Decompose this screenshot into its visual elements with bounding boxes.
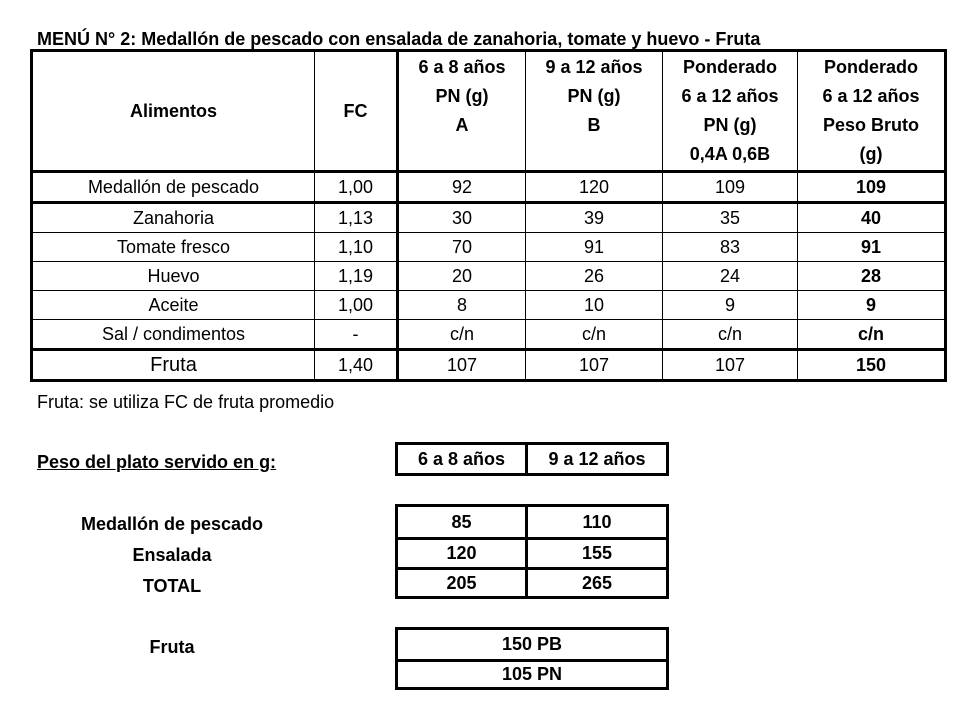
food-name: Zanahoria: [32, 203, 315, 233]
pn-a: 107: [398, 350, 526, 381]
header-6-8: 6 a 8 años PN (g) A: [398, 51, 526, 172]
fc-value: 1,40: [315, 350, 398, 381]
gross-weight: c/n: [798, 320, 946, 350]
served-label-medallon: Medallón de pescado: [80, 514, 264, 534]
gross-weight: 150: [798, 350, 946, 381]
served-col-9-12: 9 a 12 años: [548, 448, 646, 469]
served-b: 265: [581, 572, 613, 593]
table-row: [32, 320, 946, 350]
fc-value: -: [315, 320, 398, 350]
served-header-box: [395, 442, 669, 476]
served-a: 205: [398, 570, 528, 596]
pn-weighted: 83: [663, 233, 798, 262]
pn-weighted: 24: [663, 262, 798, 291]
table-header-row: [32, 51, 946, 172]
pn-weighted: 35: [663, 203, 798, 233]
food-name: Aceite: [32, 291, 315, 320]
table-row: [32, 203, 946, 233]
gross-weight: 28: [798, 262, 946, 291]
header-9-12: 9 a 12 años PN (g) B: [526, 51, 663, 172]
header-alimentos: Alimentos: [32, 51, 315, 172]
served-label-total: TOTAL: [142, 576, 202, 596]
table-row: [32, 172, 946, 203]
served-a: 85: [398, 507, 528, 537]
header-fc: FC: [315, 51, 398, 172]
served-a: 120: [398, 540, 528, 567]
served-b: 155: [581, 543, 613, 563]
ingredients-table: [30, 49, 947, 382]
food-name: Tomate fresco: [32, 233, 315, 262]
table-row: [32, 233, 946, 262]
footnote: Fruta: se utiliza FC de fruta promedio: [37, 392, 335, 412]
fc-value: 1,13: [315, 203, 398, 233]
pn-weighted: 109: [663, 172, 798, 203]
pn-a: 92: [398, 172, 526, 203]
header-ponderado-pb: Ponderado 6 a 12 años Peso Bruto (g): [798, 51, 946, 172]
table-row: [32, 262, 946, 291]
pn-b: 91: [526, 233, 663, 262]
menu-title: MENÚ N° 2: Medallón de pescado con ensalada de zanahoria, tomate y huevo - Fruta: [37, 29, 761, 49]
pn-b: 120: [526, 172, 663, 203]
served-col-6-8: 6 a 8 años: [398, 445, 528, 473]
pn-a: 70: [398, 233, 526, 262]
pn-a: 20: [398, 262, 526, 291]
fruit-box: [395, 627, 669, 690]
food-name: Medallón de pescado: [32, 172, 315, 203]
fc-value: 1,00: [315, 172, 398, 203]
served-b: 110: [582, 511, 612, 532]
table-row: [32, 291, 946, 320]
pn-weighted: 9: [663, 291, 798, 320]
header-ponderado-pn: Ponderado 6 a 12 años PN (g) 0,4A 0,6B: [663, 51, 798, 172]
pn-b: 107: [526, 350, 663, 381]
gross-weight: 109: [798, 172, 946, 203]
fc-value: 1,10: [315, 233, 398, 262]
served-values-box: [395, 504, 669, 599]
gross-weight: 9: [798, 291, 946, 320]
pn-weighted: 107: [663, 350, 798, 381]
table-row: [398, 540, 666, 570]
food-name: Sal / condimentos: [32, 320, 315, 350]
gross-weight: 40: [798, 203, 946, 233]
fruit-pb: 150 PB: [398, 630, 666, 662]
fruit-pn: 105 PN: [501, 664, 563, 684]
pn-b: 10: [526, 291, 663, 320]
fc-value: 1,19: [315, 262, 398, 291]
served-label-fruta: Fruta: [149, 637, 195, 657]
pn-a: 8: [398, 291, 526, 320]
served-weight-title: Peso del plato servido en g:: [37, 452, 277, 472]
pn-b: c/n: [526, 320, 663, 350]
pn-a: 30: [398, 203, 526, 233]
gross-weight: 91: [798, 233, 946, 262]
table-row: [32, 350, 946, 381]
table-row: [398, 507, 666, 540]
pn-b: 26: [526, 262, 663, 291]
food-name: Huevo: [32, 262, 315, 291]
food-name: Fruta: [32, 350, 315, 381]
pn-weighted: c/n: [663, 320, 798, 350]
pn-b: 39: [526, 203, 663, 233]
served-label-ensalada: Ensalada: [132, 545, 212, 565]
table-row: [398, 570, 666, 596]
pn-a: c/n: [398, 320, 526, 350]
fc-value: 1,00: [315, 291, 398, 320]
